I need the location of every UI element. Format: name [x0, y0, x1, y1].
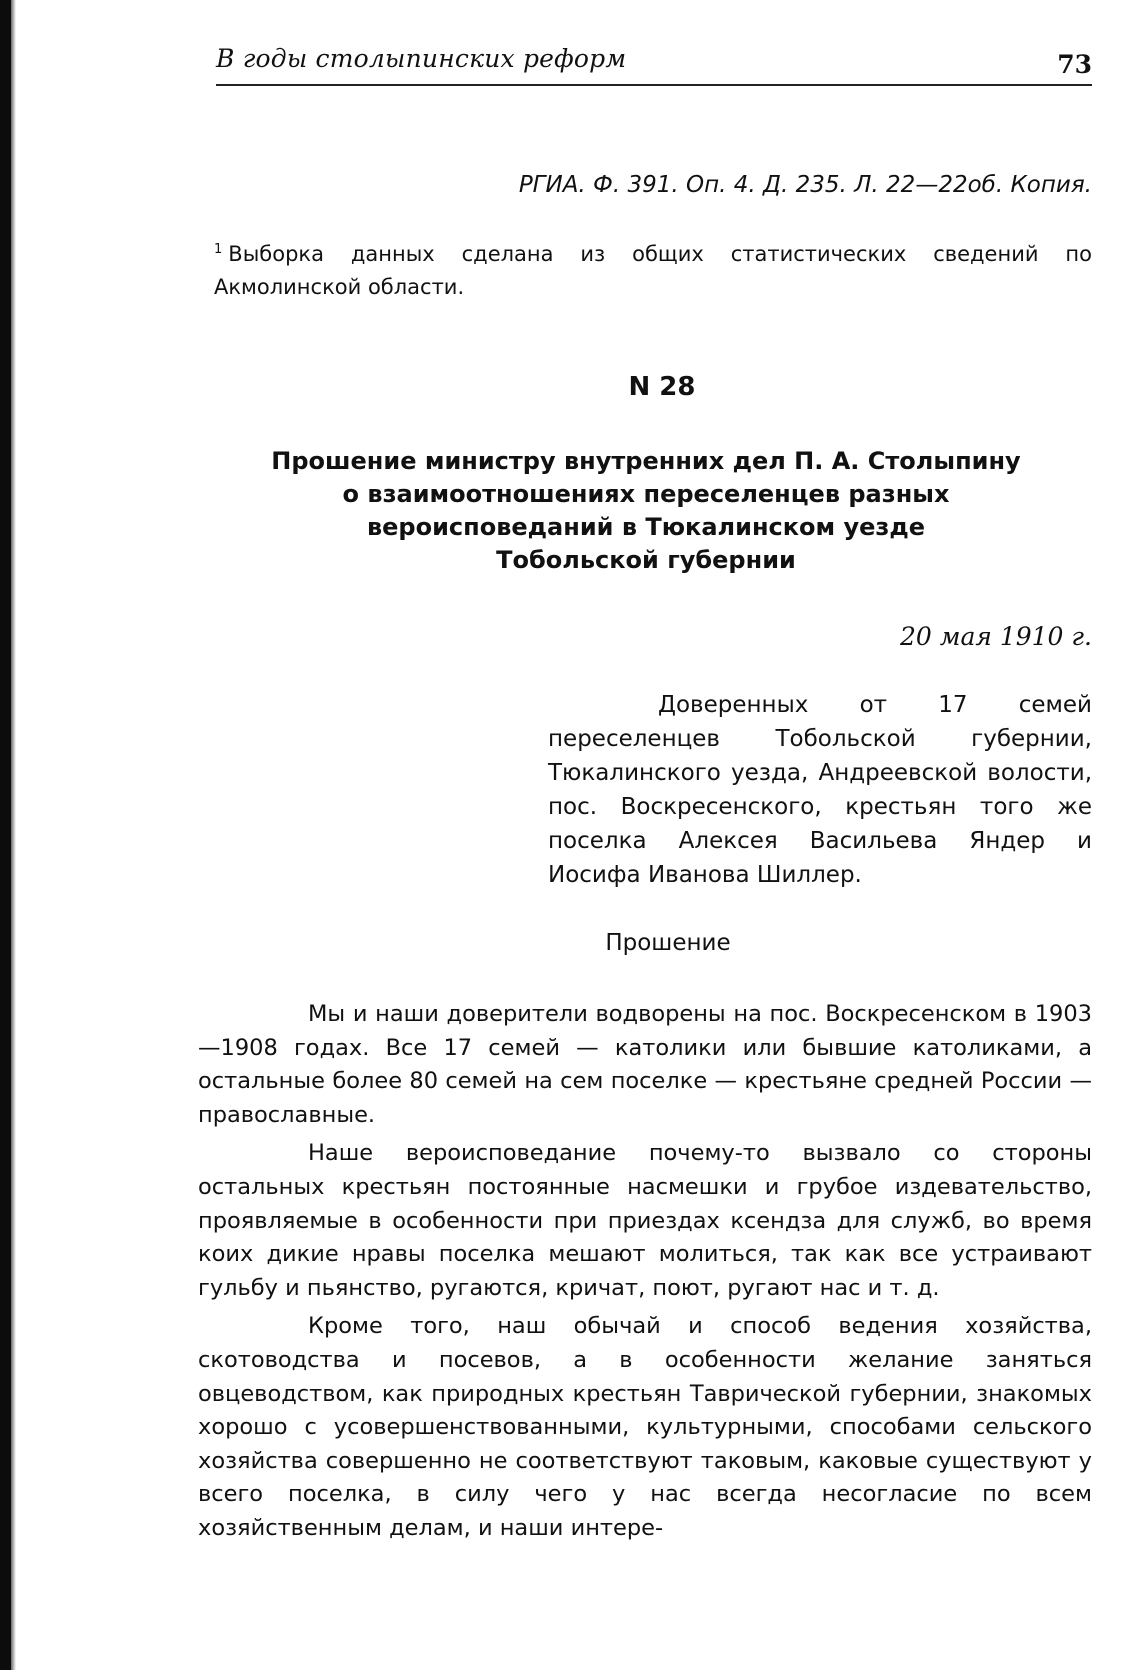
- body-paragraph: Кроме того, наш обычай и способ ведения хозяйства, скотоводства и посевов, а в особенности желание заняться овцеводством, как природных крестьян Таврической губернии, знакомых хорошо с усовершенствованными, культурными, способами сельского хозяйства совершенно не соответствуют таковым, каковые существуют у всего поселка, в силу чего у нас всегда несогласие по всем хозяйственным делам, и наши интере-: [198, 1313, 1092, 1541]
- page-binding-shadow: [11, 0, 16, 1670]
- body-paragraph: Мы и наши доверители водворены на пос. Воскресенском в 1903—1908 годах. Все 17 семей — католики или бывшие католиками, а остальные более 80 семей на сем поселке — крестьяне средней России — православные.: [198, 1001, 1092, 1128]
- running-title: В годы столыпинских реформ: [216, 44, 627, 73]
- heading-line: Прошение министру внутренних дел П. А. Столыпину: [271, 447, 1021, 475]
- petition-title: Прошение: [605, 930, 731, 956]
- page-binding-edge: [0, 0, 11, 1670]
- heading-line: вероисповеданий в Тюкалинском уезде: [366, 513, 926, 541]
- footnote-text: Выборка данных сделана из общих статистических сведений по Акмолинской области.: [214, 242, 1092, 299]
- sender-block: Доверенных от 17 семей переселенцев Тобольской губернии, Тюкалинского уезда, Андреевской волости, пос. Воскресенского, крестьян того же поселка Алексея Васильева Яндер и Иосифа Иванова Шиллер.: [548, 692, 1092, 888]
- document-date: 20 мая 1910 г.: [899, 622, 1092, 651]
- document-number: N 28: [628, 372, 696, 402]
- running-head: [216, 40, 1092, 86]
- footnote: [214, 233, 1092, 304]
- document-heading: [200, 445, 1092, 577]
- body-paragraph: Наше вероисповедание почему-то вызвало со стороны остальных крестьян постоянные насмешки и грубое издевательство, проявляемые в особенности при приездах ксендза для служб, во время коих дикие нравы поселка мешают молиться, так как все устраивают гульбу и пьянство, ругаются, кричат, поют, ругают нас и т. д.: [198, 1140, 1092, 1301]
- footnote-marker: 1: [214, 242, 223, 257]
- heading-line: Тобольской губернии: [496, 546, 796, 574]
- page-number: 73: [1057, 50, 1092, 79]
- archive-reference: РГИА. Ф. 391. Оп. 4. Д. 235. Л. 22—22об. Копия.: [518, 172, 1092, 198]
- petition-body: [198, 998, 1092, 1551]
- heading-line: о взаимоотношениях переселенцев разных: [342, 480, 950, 508]
